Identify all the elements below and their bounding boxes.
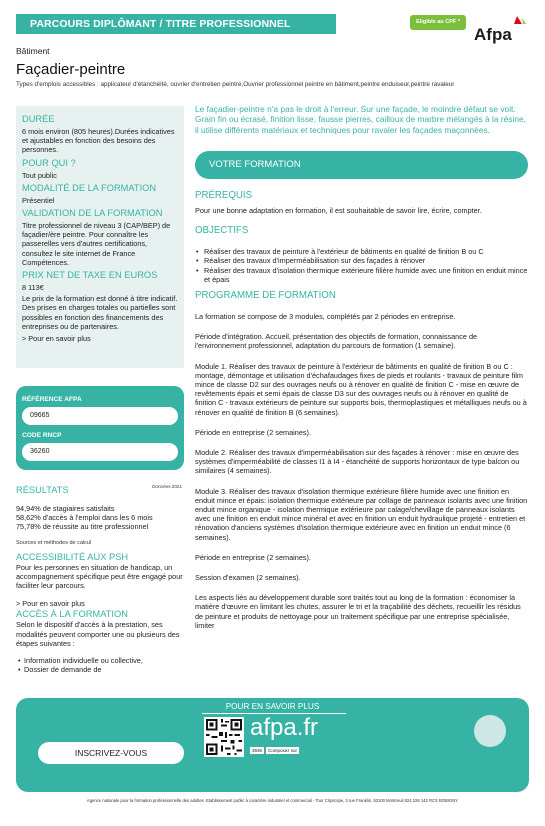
ref-field: 09665 — [22, 407, 178, 425]
list-item: • Dossier de demande de — [16, 665, 188, 674]
page-title: Façadier-peintre — [16, 61, 126, 78]
programme-module-1: Module 1. Réaliser des travaux de peinture à l'extérieur de bâtiments en qualité de finition B ou C : montage, démontage et utilisation d'échafaudages fixes de pieds et roulants - travaux de peinture film mince de classe D2 sur des ouvrages neufs ou à rénover en qualité de finition C - mise en œuvre de revêtements épais et semi épais de classe D3 sur des ouvrages neufs ou à rénover en qualité de finition C - travaux extérieurs de peinture sur supports bois, thermoplastiques et métalliques neufs ou à rénover en qualité de finition B (6 semaines). — [195, 361, 527, 417]
validation-heading: VALIDATION DE LA FORMATION — [22, 208, 163, 219]
results-heading: RÉSULTATS — [16, 485, 69, 495]
programme-period-1: Période en entreprise (2 semaines). — [195, 427, 311, 437]
intro-text: Le façadier-peintre n'a pas le droit à l'erreur. Sur une façade, le moindre défaut se voit. Grain fin ou écrasé, finition lisse, fausse pierres, cailloux de marbre mélangés à la résine, il utilise différents matériaux et techniques pour ravaler les façades maçonnées. — [195, 104, 526, 135]
phone-badge — [250, 747, 299, 754]
qr-code-icon[interactable] — [204, 717, 244, 757]
programme-exam: Session d'examen (2 semaines). — [195, 572, 301, 582]
programme-heading: PROGRAMME DE FORMATION — [195, 289, 336, 301]
result-success: 75,78% de réussite au titre professionnel — [16, 522, 149, 532]
category-label: Bâtiment — [16, 46, 50, 56]
list-item: • Réaliser des travaux de peinture à l'extérieur de bâtiments en qualité de finition B ou C — [195, 247, 528, 256]
votre-formation-banner: VOTRE FORMATION — [195, 151, 528, 179]
duree-text: 6 mois environ (805 heures).Durées indicatives et ajustables en fonction des besoins des personnes. — [22, 127, 175, 155]
objectives-heading: OBJECTIFS — [195, 225, 249, 237]
programme-module-2: Module 2. Réaliser des travaux d'imperméabilisation sur des façades à rénover : mise en œuvre des systèmes d'imperméabilité de classes I1 à I4 - étanchéité de supports horizontaux de type balcon ou similaires (4 semaines). — [195, 447, 520, 476]
rncp-label: CODE RNCP — [22, 432, 62, 439]
acces-heading: ACCÈS À LA FORMATION — [16, 609, 128, 620]
footer-title: POUR EN SAVOIR PLUS — [225, 702, 320, 711]
modalite-text: Présentiel — [22, 195, 55, 205]
info-panel — [16, 106, 184, 368]
programme-sustainability: Les aspects liés au développement durable sont traités tout au long de la formation : économiser la matière d'œuvre en limitant les chutes, assurer le tri et la traçabilité des déchets, recueillir les résidus de peinture et produits de nettoyage pour un traitement spécifique par une entreprise spécialisée, limiter — [195, 593, 521, 630]
ref-label: RÉFÉRENCE AFPA — [22, 396, 82, 403]
programme-integration: Période d'intégration. Accueil, présentation des objectifs de formation, connaissance de l'environnement professionnel, adaptation du parcours de formation (1 semaine). — [195, 332, 478, 351]
prix-text: Le prix de la formation est donné à titre indicatif. Des prises en charges totales ou partielles sont possibles en fonction des financements des entreprises ou de partenaires. — [22, 294, 178, 331]
category-band-text: PARCOURS DIPLÔMANT / TITRE PROFESSIONNEL — [30, 18, 291, 30]
acces-text: Selon le dispositif d'accès à la prestation, ses modalités peuvent comporter une ou plusieurs des étapes suivantes : — [16, 620, 180, 648]
prereq-text: Pour une bonne adaptation en formation, il est souhaitable de savoir lire, écrire, compter. — [195, 205, 482, 215]
prix-more-link[interactable]: > Pour en savoir plus — [22, 334, 91, 344]
acces-list — [16, 656, 188, 674]
objectives-list — [195, 247, 528, 284]
inscrivez-vous-button[interactable]: INSCRIVEZ-VOUS — [38, 742, 184, 764]
job-types: Types d'emplois accessibles : applicateur d'étanchéité, ouvrier d'entretien peintre,Ouvrier professionnel peintre en bâtiment,peintre enduiseur,peintre ravaleur — [16, 81, 455, 88]
programme-module-3: Module 3. Réaliser des travaux d'isolation thermique extérieure filière humide avec une finition en enduit mince et épais: isolation thermique extérieure par collage de panneaux isolants avec une finition enduit mince organique - isolation thermique extérieure par calage/chevillage de panneaux isolants avec une finition en enduit mince minéral et avec en finition un enduit hydraulique projeté - entretien et rénovation d'anciens systèmes d'isolation thermique extérieure avec en finition un enduit mince (6 semaines). — [195, 486, 528, 542]
prix-value: 8 113€ — [22, 283, 44, 293]
programme-period-2: Période en entreprise (2 semaines). — [195, 552, 311, 562]
footer-panel — [16, 698, 529, 792]
phone-number: 3936 — [252, 748, 263, 753]
validation-text: Titre professionnel de niveau 3 (CAP/BEP) de façadier/ère peintre. Pour connaître les passerelles vers d'autres certifications, consultez le site internet de France Compétences. — [22, 221, 171, 267]
access-text: Pour les personnes en situation de handicap, un accompagnement spécifique peut être engagé pour faciliter leur parcours. — [16, 562, 183, 591]
prix-heading: PRIX NET DE TAXE EN EUROS — [22, 270, 158, 281]
result-satisfaction: 94,94% de stagiaires satisfaits — [16, 504, 115, 513]
phone-badge-text: Composez sur — [268, 748, 298, 753]
afpa-website-link[interactable]: afpa.fr — [250, 714, 319, 741]
prereq-heading: PRÉREQUIS — [195, 189, 253, 201]
decorative-circle — [474, 715, 506, 747]
programme-intro: La formation se compose de 3 modules, complétés par 2 périodes en entreprise. — [195, 311, 456, 321]
main-content — [195, 104, 528, 630]
sources-link[interactable]: Sources et méthodes de calcul — [16, 539, 92, 546]
access-more-link[interactable]: > Pour en savoir plus — [16, 599, 85, 609]
pourqui-text: Tout public — [22, 170, 57, 180]
result-employment: 58,62% d'accès à l'emploi dans les 6 mois — [16, 513, 153, 523]
access-heading: ACCESSIBILITÉ AUX PSH — [16, 551, 129, 562]
category-band — [16, 14, 336, 34]
list-item: • Réaliser des travaux d'imperméabilisation sur des façades à rénover — [195, 256, 528, 265]
modalite-heading: MODALITÉ DE LA FORMATION — [22, 182, 157, 193]
lower-left-section — [16, 504, 188, 674]
afpa-logo — [473, 14, 531, 44]
pourqui-heading: POUR QUI ? — [22, 157, 76, 168]
results-header — [16, 480, 184, 498]
list-item: • Information individuelle ou collective, — [16, 656, 188, 665]
afpa-logo-text: Afpa — [474, 25, 512, 44]
duree-heading: DURÉE — [22, 114, 55, 124]
legal-notice: Agence nationale pour la formation professionnelle des adultes. Etablissement public à caractère industriel et commercial - Tour Cityscope, 3 rue Franklin, 93100 Montreuil 824 226 142 RCS BOBIGNY — [86, 798, 459, 803]
results-year: Données 2021 — [152, 484, 182, 489]
list-item: • Réaliser des travaux d'isolation thermique extérieure filière humide avec une finition en enduit mince et épais — [195, 266, 528, 284]
cpf-badge: Eligible au CPF * — [410, 15, 466, 30]
rncp-field: 36260 — [22, 443, 178, 461]
reference-box — [16, 386, 184, 470]
